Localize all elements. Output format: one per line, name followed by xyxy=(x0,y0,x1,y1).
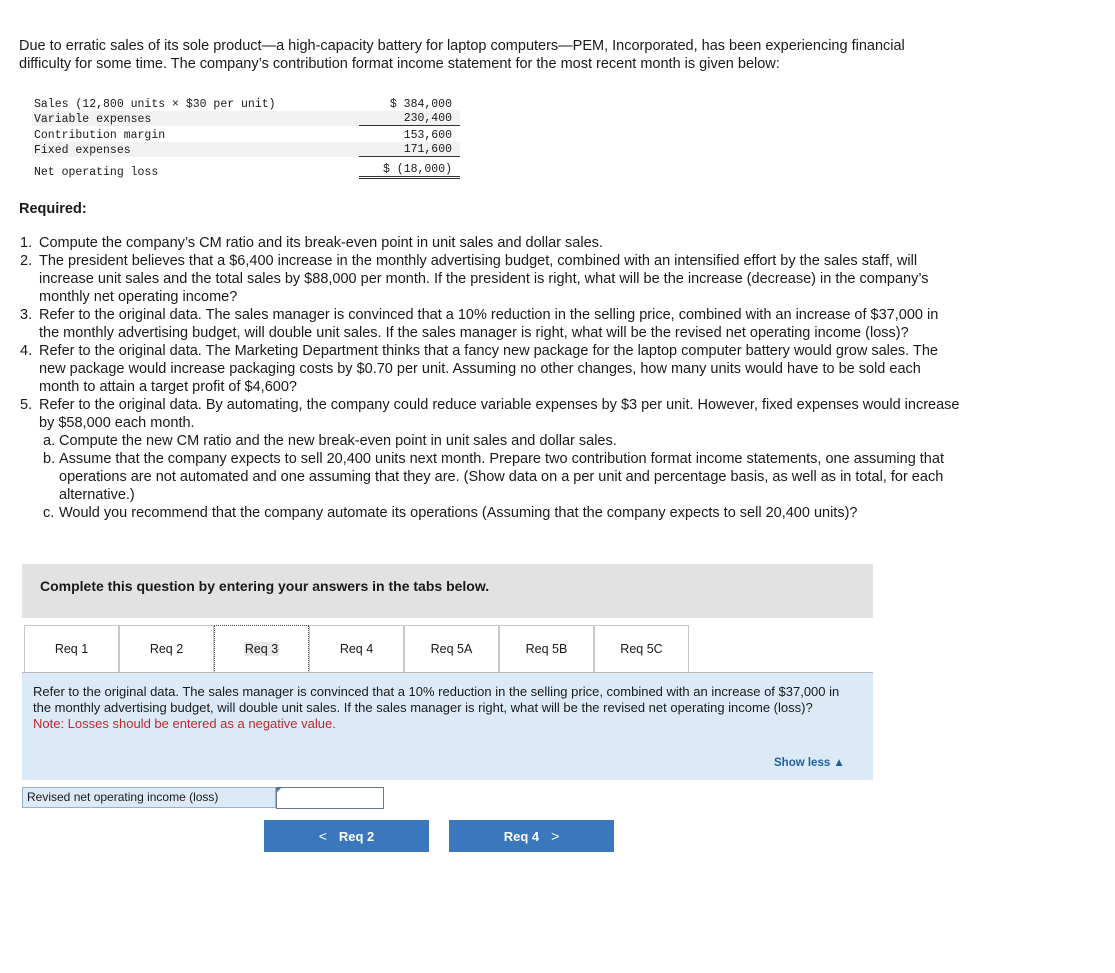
revised-net-operating-income-input[interactable] xyxy=(276,787,384,809)
subrequirement-letter: c. xyxy=(43,505,55,521)
requirements-list xyxy=(20,234,960,522)
prev-button-label: Req 2 xyxy=(338,828,375,844)
tab-req-5a[interactable]: Req 5A xyxy=(404,625,499,672)
statement-row-contribution xyxy=(32,126,460,142)
tab-req-3[interactable] xyxy=(214,625,309,673)
next-button-label: Req 4 xyxy=(503,828,540,844)
statement-amount: $ (18,000) xyxy=(359,163,460,179)
requirement-text: Refer to the original data. The sales manager is convinced that a 10% reduction in the selling price, combined with an increase of $37,000 in the monthly advertising budget, will double unit sales. If the sales manager is right, what will be the revised net operating income (loss)? xyxy=(39,307,939,341)
statement-label: Variable expenses xyxy=(34,113,152,126)
tab-panel xyxy=(22,673,873,780)
prev-button[interactable] xyxy=(264,820,429,852)
tab-req-2[interactable]: Req 2 xyxy=(119,625,214,672)
subrequirement-item xyxy=(20,432,960,450)
income-statement xyxy=(32,95,460,179)
subrequirement-item xyxy=(20,450,960,504)
statement-row-fixed xyxy=(32,142,460,158)
intro-text: Due to erratic sales of its sole product—a high-capacity battery for laptop computers—PEM, Incorporated, has been experiencing financial difficulty for some time. The company’s contribution format income statement for the most recent month is given below: xyxy=(19,38,905,72)
chevron-left-icon: < xyxy=(318,828,327,844)
statement-row-sales xyxy=(32,95,460,111)
statement-row-variable xyxy=(32,111,460,127)
subrequirement-item xyxy=(20,504,960,522)
requirement-text: Refer to the original data. The Marketing Department thinks that a fancy new package for the laptop computer battery would grow sales. The new package would increase packaging costs by $0.70 per unit. Assuming no other changes, how many units would have to be sold each month to attain a target profit of $4,600? xyxy=(39,343,938,395)
tab-req-1[interactable]: Req 1 xyxy=(24,625,119,672)
tab-req-4[interactable]: Req 4 xyxy=(309,625,404,672)
subrequirement-text: Would you recommend that the company automate its operations (Assuming that the company expects to sell 20,400 units)? xyxy=(59,505,858,521)
requirement-number: 4. xyxy=(20,343,33,359)
requirement-number: 1. xyxy=(20,235,33,251)
statement-label: Contribution margin xyxy=(34,128,166,142)
statement-label: Fixed expenses xyxy=(34,144,131,157)
statement-row-net xyxy=(32,163,460,179)
requirement-item xyxy=(20,252,960,306)
requirement-text: The president believes that a $6,400 increase in the monthly advertising budget, combined with an intensified effort by the sales staff, will increase unit sales and the total sales by $88,000 per month. If the president is right, what will be the increase (decrease) in the company’s monthly net operating income? xyxy=(39,253,929,305)
requirement-item xyxy=(20,234,960,252)
subrequirement-letter: b. xyxy=(43,451,56,467)
subrequirement-text: Assume that the company expects to sell 20,400 units next month. Prepare two contribution format income statements, one assuming that operations are not automated and one assuming that they are. (Show data on a per unit and percentage basis, as well as in total, for each alternative.) xyxy=(59,451,944,503)
panel-heading xyxy=(22,564,873,618)
requirement-number: 5. xyxy=(20,397,33,413)
requirement-text: Refer to the original data. By automating, the company could reduce variable expenses by $3 per unit. However, fixed expenses would increase by $58,000 each month. xyxy=(39,397,960,431)
requirement-item xyxy=(20,396,960,432)
loss-note: Note: Losses should be entered as a negative value. xyxy=(33,716,336,731)
tab-req-5c[interactable]: Req 5C xyxy=(594,625,689,672)
chevron-right-icon: > xyxy=(551,828,560,844)
statement-amount: 230,400 xyxy=(359,112,460,126)
show-less-link[interactable]: Show less ▲ xyxy=(774,757,845,769)
requirement-text: Compute the company’s CM ratio and its break-even point in unit sales and dollar sales. xyxy=(39,235,603,251)
subrequirement-letter: a. xyxy=(43,433,56,449)
question-prompt xyxy=(33,684,853,732)
requirement-number: 3. xyxy=(20,307,33,323)
statement-label: Sales (12,800 units × $30 per unit) xyxy=(34,97,276,111)
statement-amount: 171,600 xyxy=(359,143,460,157)
prompt-text: Refer to the original data. The sales manager is convinced that a 10% reduction in the selling price, combined with an increase of $37,000 in the monthly advertising budget, will double unit sales. If the sales manager is right, what will be the revised net operating income (loss)? xyxy=(33,684,840,715)
required-heading: Required: xyxy=(19,201,87,217)
answer-label: Revised net operating income (loss) xyxy=(22,787,276,808)
requirement-item xyxy=(20,306,960,342)
statement-amount: $ 384,000 xyxy=(389,97,452,111)
subrequirement-text: Compute the new CM ratio and the new break-even point in unit sales and dollar sales. xyxy=(59,433,617,449)
next-button[interactable] xyxy=(449,820,614,852)
tab-req-5b[interactable]: Req 5B xyxy=(499,625,594,672)
panel-heading-text: Complete this question by entering your answers in the tabs below. xyxy=(40,578,490,594)
statement-amount: 153,600 xyxy=(403,128,452,142)
statement-label: Net operating loss xyxy=(34,165,159,179)
tab-label: Req 3 xyxy=(244,642,279,656)
requirement-number: 2. xyxy=(20,253,33,269)
input-marker-icon xyxy=(277,787,282,792)
requirement-item xyxy=(20,342,960,396)
